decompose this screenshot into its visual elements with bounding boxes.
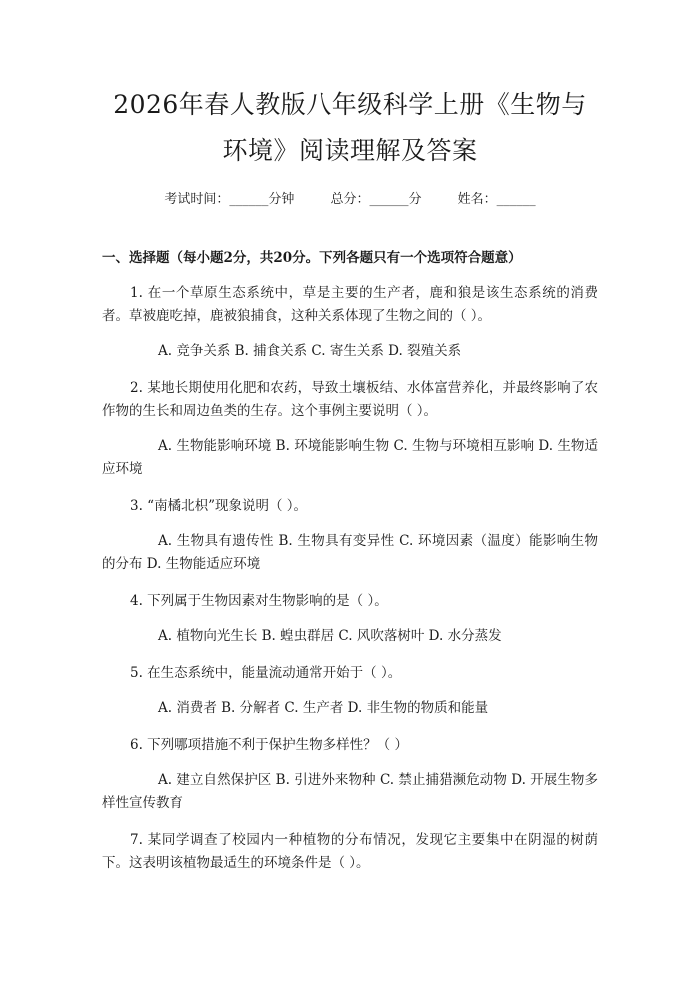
question-stem: 7. 某同学调查了校园内一种植物的分布情况，发现它主要集中在阴湿的树荫下。这表明该植物最适生的环境条件是（ ）。 xyxy=(102,832,598,871)
exam-info-line xyxy=(102,190,598,210)
exam-time-field: 考试时间：______分钟 xyxy=(164,192,295,207)
question-options: A. 生物能影响环境 B. 环境能影响生物 C. 生物与环境相互影响 D. 生物适应环境 xyxy=(102,438,598,477)
question-stem: 1. 在一个草原生态系统中，草是主要的生产者，鹿和狼是该生态系统的消费者。草被鹿吃掉，鹿被狼捕食，这种关系体现了生物之间的（ ）。 xyxy=(102,285,598,324)
question-options: A. 消费者 B. 分解者 C. 生产者 D. 非生物的物质和能量 xyxy=(158,700,489,716)
question-stem: 6. 下列哪项措施不利于保护生物多样性？（ ） xyxy=(130,737,408,753)
question-options: A. 竞争关系 B. 捕食关系 C. 寄生关系 D. 裂殖关系 xyxy=(158,343,462,359)
question-options: A. 植物向光生长 B. 蝗虫群居 C. 风吹落树叶 D. 水分蒸发 xyxy=(158,628,502,644)
question-stem: 2. 某地长期使用化肥和农药，导致土壤板结、水体富营养化，并最终影响了农作物的生长和周边鱼类的生存。这个事例主要说明（ ）。 xyxy=(102,380,598,419)
question-options: A. 生物具有遗传性 B. 生物具有变异性 C. 环境因素（温度）能影响生物的分布 D. 生物能适应环境 xyxy=(102,533,598,572)
question-stem: 4. 下列属于生物因素对生物影响的是（ ）。 xyxy=(130,593,388,609)
document-title: 2026年春人教版八年级科学上册《生物与环境》阅读理解及答案 xyxy=(113,90,587,165)
total-score-field: 总分：______分 xyxy=(330,192,422,207)
section-heading: 一、选择题（每小题2分，共20分。下列各题只有一个选项符合题意） xyxy=(102,250,522,266)
question-stem: 5. 在生态系统中，能量流动通常开始于（ ）。 xyxy=(130,665,402,681)
student-name-field: 姓名：______ xyxy=(457,192,536,207)
question-options: A. 建立自然保护区 B. 引进外来物种 C. 禁止捕猎濒危动物 D. 开展生物多样性宣传教育 xyxy=(102,772,598,811)
question-stem: 3. “南橘北枳”现象说明（ ）。 xyxy=(130,498,308,514)
document-page xyxy=(0,82,700,987)
